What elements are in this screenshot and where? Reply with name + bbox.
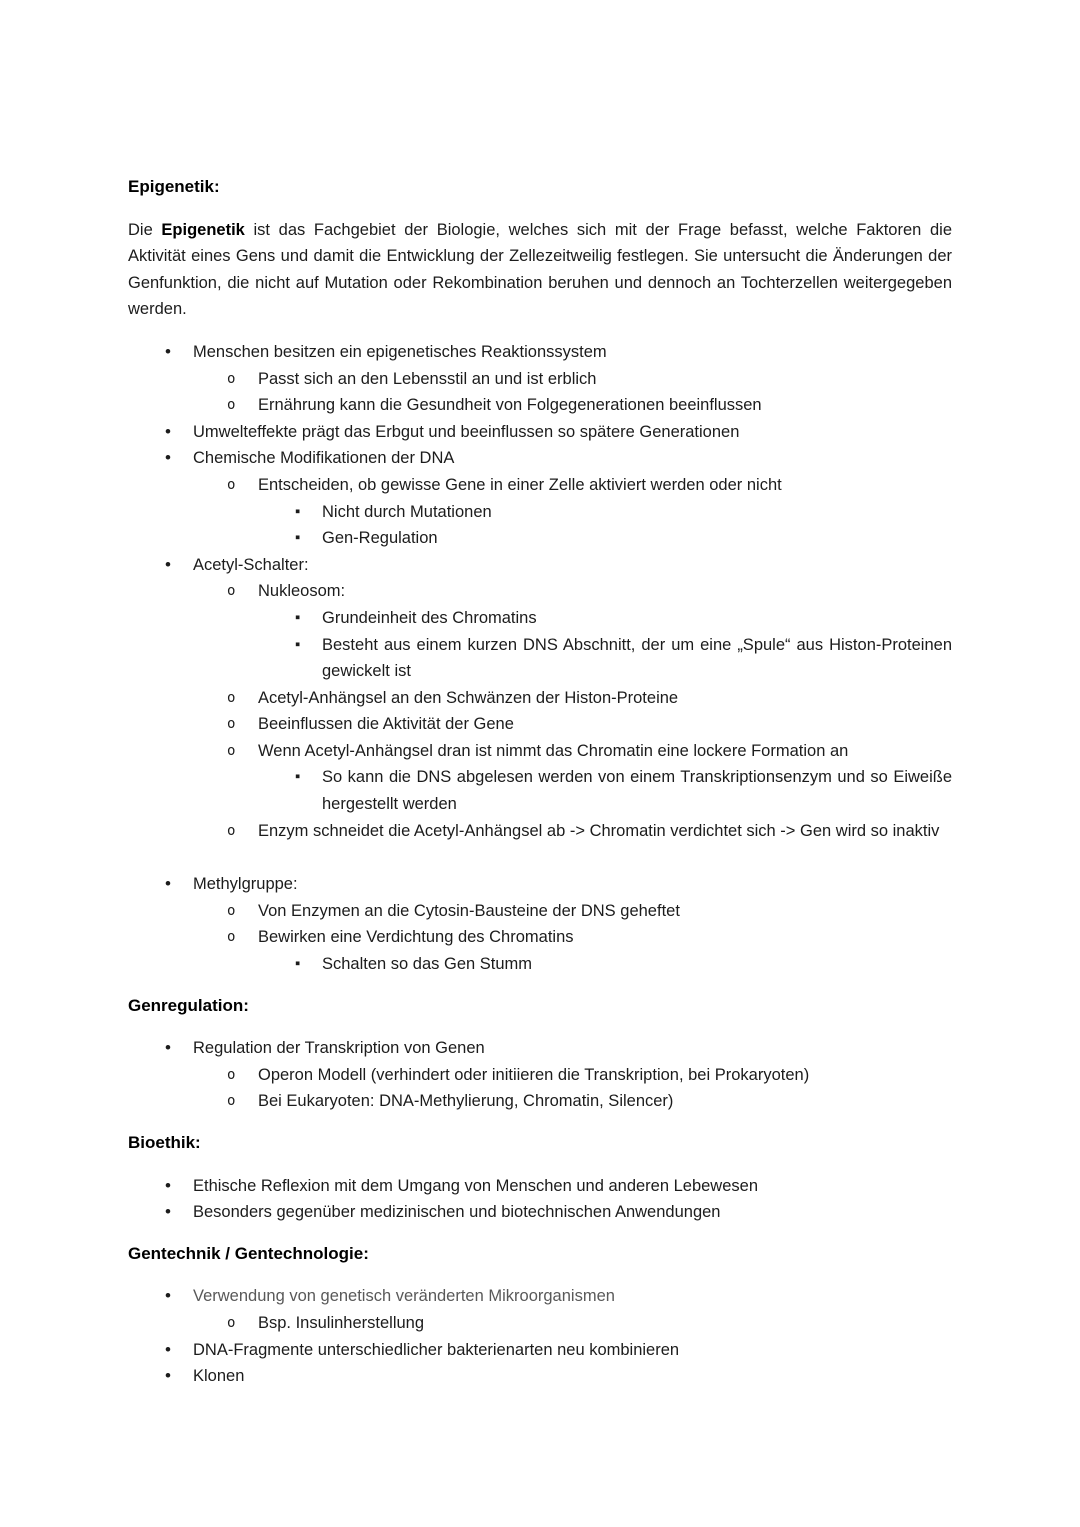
list-item-text: Menschen besitzen ein epigenetisches Reaktionssystem xyxy=(193,342,607,361)
bullet-square-icon: ▪ xyxy=(295,955,301,973)
list-item-text: Ethische Reflexion mit dem Umgang von Menschen und anderen Lebewesen xyxy=(193,1176,759,1195)
bullet-disc-icon: • xyxy=(165,421,171,441)
list-item xyxy=(128,685,952,712)
list-item-text: Acetyl-Schalter: xyxy=(193,555,309,574)
bioethik-list xyxy=(128,1173,952,1226)
list-item-text: Methylgruppe: xyxy=(193,875,298,894)
list-item xyxy=(128,818,952,845)
bullet-square-icon: ▪ xyxy=(295,608,301,626)
list-item xyxy=(128,924,952,951)
list-item xyxy=(128,871,952,898)
list-item xyxy=(128,1363,952,1390)
list-item xyxy=(128,366,952,393)
list-item xyxy=(128,632,952,685)
bullet-disc-icon: • xyxy=(165,1038,171,1058)
list-item xyxy=(128,578,952,605)
bullet-disc-icon: • xyxy=(165,554,171,574)
intro-paragraph-lead: Die xyxy=(128,220,162,239)
list-item-text: Acetyl-Anhängsel an den Schwänzen der Histon-Proteine xyxy=(258,688,679,707)
list-item-text: Grundeinheit des Chromatins xyxy=(322,608,537,627)
intro-paragraph-rest: ist das Fachgebiet der Biologie, welches sich mit der Frage befasst, welche Faktoren die Aktivität eines Gens und damit die Entwicklung der Zellezeitweilig festlegen. Sie untersucht die Änderungen der Genfunktion, die nicht auf Mutation oder Rekombination beruhen und dennoch an Tochterzellen weitergegeben werden. xyxy=(128,220,952,319)
list-item xyxy=(128,605,952,632)
intro-paragraph xyxy=(128,217,952,323)
bullet-circle-icon: o xyxy=(227,689,236,706)
list-item-text: Gen-Regulation xyxy=(322,529,438,548)
bullet-disc-icon: • xyxy=(165,1339,171,1359)
list-item-text: DNA-Fragmente unterschiedlicher bakterienarten neu kombinieren xyxy=(193,1340,680,1359)
list-item xyxy=(128,738,952,765)
list-item xyxy=(128,1310,952,1337)
list-item-text: Bei Eukaryoten: DNA-Methylierung, Chromatin, Silencer) xyxy=(258,1092,674,1111)
section-heading-epigenetik: Epigenetik: xyxy=(128,177,220,196)
list-item-text: Klonen xyxy=(193,1367,245,1386)
bullet-circle-icon: o xyxy=(227,1066,236,1083)
list-item xyxy=(128,951,952,978)
section-heading-genregulation: Genregulation: xyxy=(128,995,249,1015)
list-item xyxy=(128,1088,952,1115)
list-item-text: Bewirken eine Verdichtung des Chromatins xyxy=(258,928,574,947)
list-item-text: Operon Modell (verhindert oder initiieren die Transkription, bei Prokaryoten) xyxy=(258,1065,810,1084)
list-item xyxy=(128,472,952,499)
list-item-text: Enzym schneidet die Acetyl-Anhängsel ab -> Chromatin verdichtet sich -> Gen wird so inaktiv xyxy=(258,821,940,840)
list-item xyxy=(128,1199,952,1226)
document-content xyxy=(128,174,952,1405)
list-item-text: Ernährung kann die Gesundheit von Folgegenerationen beeinflussen xyxy=(258,396,762,415)
list-item xyxy=(128,764,952,817)
list-item xyxy=(128,339,952,366)
bullet-disc-icon: • xyxy=(165,341,171,361)
bullet-circle-icon: o xyxy=(227,822,236,839)
list-item xyxy=(128,499,952,526)
list-item-text: Chemische Modifikationen der DNA xyxy=(193,449,455,468)
bullet-circle-icon: o xyxy=(227,397,236,414)
bullet-circle-icon: o xyxy=(227,476,236,493)
list-item-text: Entscheiden, ob gewisse Gene in einer Zelle aktiviert werden oder nicht xyxy=(258,475,782,494)
list-item-text: Schalten so das Gen Stumm xyxy=(322,955,533,974)
list-item xyxy=(128,898,952,925)
bullet-square-icon: ▪ xyxy=(295,529,301,547)
list-item-text: So kann die DNS abgelesen werden von einem Transkriptionsenzym und so Eiweiße hergestellt werden xyxy=(322,768,952,814)
list-item-text: Besonders gegenüber medizinischen und biotechnischen Anwendungen xyxy=(193,1203,721,1222)
bullet-square-icon: ▪ xyxy=(295,635,301,653)
genregulation-list xyxy=(128,1035,952,1115)
list-item-text: Bsp. Insulinherstellung xyxy=(258,1313,425,1332)
list-item-text: Besteht aus einem kurzen DNS Abschnitt, der um eine „Spule“ aus Histon-Proteinen gewickelt ist xyxy=(322,635,952,681)
epigenetik-list xyxy=(128,339,952,978)
bullet-circle-icon: o xyxy=(227,370,236,387)
bullet-disc-icon: • xyxy=(165,874,171,894)
bullet-circle-icon: o xyxy=(227,583,236,600)
list-item xyxy=(128,392,952,419)
list-item-text: Verwendung von genetisch veränderten Mikroorganismen xyxy=(193,1287,615,1306)
section-heading-bioethik: Bioethik: xyxy=(128,1133,201,1152)
list-item-text: Von Enzymen an die Cytosin-Bausteine der DNS geheftet xyxy=(258,901,680,920)
gentechnik-list xyxy=(128,1283,952,1389)
list-item xyxy=(128,419,952,446)
list-item xyxy=(128,1283,952,1310)
bullet-square-icon: ▪ xyxy=(295,502,301,520)
bullet-disc-icon: • xyxy=(165,1175,171,1195)
bullet-circle-icon: o xyxy=(227,929,236,946)
list-item-text: Umwelteffekte prägt das Erbgut und beeinflussen so spätere Generationen xyxy=(193,422,740,441)
list-item xyxy=(128,1035,952,1062)
intro-paragraph-bold-term: Epigenetik xyxy=(161,220,245,239)
bullet-square-icon: ▪ xyxy=(295,768,301,786)
list-item-text: Regulation der Transkription von Genen xyxy=(193,1039,485,1058)
bullet-circle-icon: o xyxy=(227,716,236,733)
bullet-disc-icon: • xyxy=(165,1366,171,1386)
section-heading-gentechnik: Gentechnik / Gentechnologie: xyxy=(128,1243,369,1263)
list-item xyxy=(128,1173,952,1200)
list-item xyxy=(128,445,952,472)
list-item-text: Nicht durch Mutationen xyxy=(322,502,492,521)
bullet-disc-icon: • xyxy=(165,1286,171,1306)
list-item-text: Passt sich an den Lebensstil an und ist erblich xyxy=(258,369,597,388)
list-item-text: Beeinflussen die Aktivität der Gene xyxy=(258,715,514,734)
bullet-circle-icon: o xyxy=(227,742,236,759)
bullet-circle-icon: o xyxy=(227,902,236,919)
list-item-text: Wenn Acetyl-Anhängsel dran ist nimmt das Chromatin eine lockere Formation an xyxy=(258,741,849,760)
bullet-circle-icon: o xyxy=(227,1314,236,1331)
bullet-circle-icon: o xyxy=(227,1093,236,1110)
list-item xyxy=(128,1337,952,1364)
list-item xyxy=(128,552,952,579)
list-item xyxy=(128,525,952,552)
list-item-text: Nukleosom: xyxy=(258,582,346,601)
bullet-disc-icon: • xyxy=(165,1202,171,1222)
list-item xyxy=(128,711,952,738)
bullet-disc-icon: • xyxy=(165,448,171,468)
list-item xyxy=(128,1062,952,1089)
